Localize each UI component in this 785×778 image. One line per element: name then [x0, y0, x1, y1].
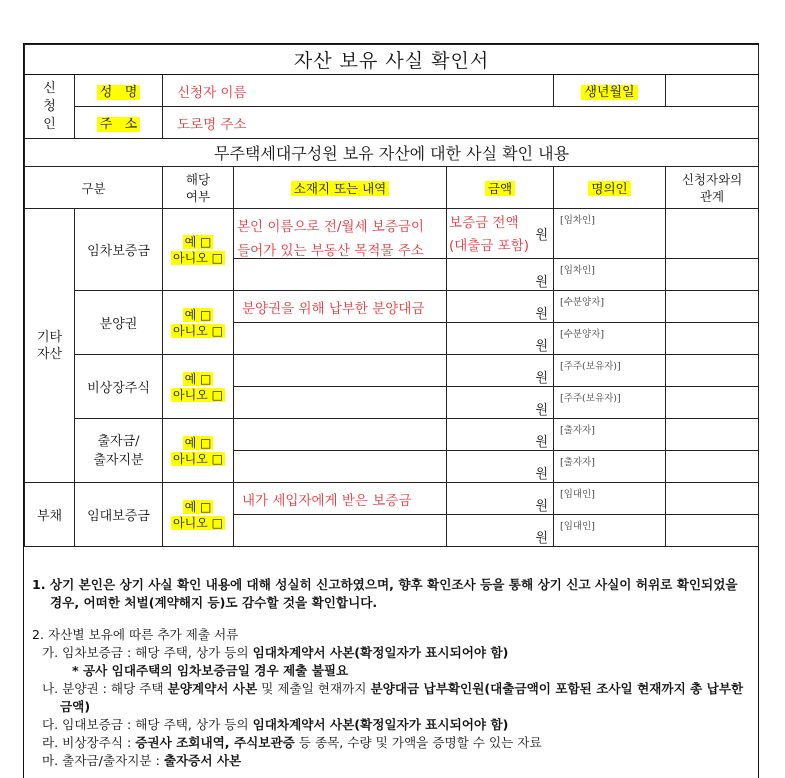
holder-stock-1[interactable]: [주주(보유자)] [554, 355, 666, 387]
yes-no-lease-deposit[interactable]: 예 □ 아니오 □ [163, 209, 234, 291]
note-na: 나. 분양권 : 해당 주택 분양계약서 사본 및 제출일 현재까지 분양대금 납부확인원(대출금액이 포함된 조사일 현재까지 총 납부한 금액) [42, 681, 744, 714]
applicant-section-label: 신 청 인 [25, 75, 75, 139]
amount-rental-1[interactable]: 원 [447, 483, 554, 515]
annotation-presale-desc: 분양권을 위해 납부한 분양대금 [242, 301, 425, 317]
relation-presale-1[interactable] [666, 291, 759, 323]
header-amount: 금액 [447, 167, 554, 209]
amount-stock-2[interactable]: 원 [447, 387, 554, 419]
amount-presale-2[interactable]: 원 [447, 323, 554, 355]
annotation-lease-amount: 보증금 전액 (대출금 포함) [449, 215, 530, 254]
yes-no-unlisted-stock[interactable]: 예 □ 아니오 □ [163, 355, 234, 419]
relation-lease-2[interactable] [666, 259, 759, 291]
relation-rental-2[interactable] [666, 515, 759, 547]
header-holder: 명의인 [554, 167, 666, 209]
annotation-lease-desc: 본인 이름으로 전/월세 보증금이 들어가 있는 부동산 목적물 주소 [237, 219, 424, 259]
page-title: 자산 보유 사실 확인서 [25, 45, 759, 75]
yes-no-presale[interactable]: 예 □ 아니오 □ [163, 291, 234, 355]
annotation-rental-desc: 내가 세입자에게 받은 보증금 [242, 493, 412, 509]
amount-rental-2[interactable]: 원 [447, 515, 554, 547]
header-applicable: 해당 여부 [163, 167, 234, 209]
address-field[interactable]: 도로명 주소 [163, 107, 759, 139]
section-subtitle: 무주택세대구성원 보유 자산에 대한 사실 확인 내용 [25, 139, 759, 167]
row-label-investment: 출자금/ 출자지분 [75, 419, 163, 483]
relation-rental-1[interactable] [666, 483, 759, 515]
relation-investment-1[interactable] [666, 419, 759, 451]
note-ma: 마. 출자금/출자지분 : 출자증서 사본 [42, 753, 242, 768]
relation-presale-2[interactable] [666, 323, 759, 355]
holder-rental-2[interactable]: [임대인] [554, 515, 666, 547]
relation-stock-2[interactable] [666, 387, 759, 419]
group-other-assets: 기타 자산 [25, 209, 75, 483]
relation-investment-2[interactable] [666, 451, 759, 483]
location-presale-2[interactable] [234, 323, 447, 355]
amount-lease-2[interactable]: 원 [447, 259, 554, 291]
form-table [24, 44, 759, 547]
holder-stock-2[interactable]: [주주(보유자)] [554, 387, 666, 419]
relation-lease-1[interactable] [666, 209, 759, 259]
amount-lease-1[interactable]: 보증금 전액 (대출금 포함) 원 [447, 209, 554, 259]
header-location: 소재지 또는 내역 [234, 167, 447, 209]
location-rental-1[interactable] [234, 483, 447, 515]
location-lease-2[interactable] [234, 259, 447, 291]
holder-rental-1[interactable]: [임대인] [554, 483, 666, 515]
notes-section [32, 576, 752, 770]
row-label-presale: 분양권 [75, 291, 163, 355]
note-1: 1. 상기 본인은 상기 사실 확인 내용에 대해 성실히 신고하였으며, 향후 확인조사 등을 통해 상기 신고 사실이 허위로 확인되었을 경우, 어떠한 처벌(계약해지 등)도 감수할 것을 확인합니다. [32, 577, 738, 610]
yes-no-rental-deposit[interactable]: 예 □ 아니오 □ [163, 483, 234, 547]
asset-confirmation-form [23, 43, 759, 778]
row-label-lease-deposit: 임차보증금 [75, 209, 163, 291]
amount-stock-1[interactable]: 원 [447, 355, 554, 387]
relation-stock-1[interactable] [666, 355, 759, 387]
location-stock-2[interactable] [234, 387, 447, 419]
note-2: 2. 자산별 보유에 따른 추가 제출 서류 [32, 627, 239, 642]
note-ra: 라. 비상장주식 : 증권사 조회내역, 주식보관증 등 종목, 수량 및 가액을 증명할 수 있는 자료 [42, 735, 542, 750]
note-da: 다. 임대보증금 : 해당 주택, 상가 등의 임대차계약서 사본(확정일자가 표시되어야 함) [42, 717, 509, 732]
row-label-unlisted-stock: 비상장주식 [75, 355, 163, 419]
yes-no-investment[interactable]: 예 □ 아니오 □ [163, 419, 234, 483]
holder-lease-1[interactable]: [임차인] [554, 209, 666, 259]
amount-presale-1[interactable]: 원 [447, 291, 554, 323]
location-rental-2[interactable] [234, 515, 447, 547]
location-investment-1[interactable] [234, 419, 447, 451]
note-ga: 가. 임차보증금 : 해당 주택, 상가 등의 임대차계약서 사본(확정일자가 표시되어야 함) [42, 645, 509, 660]
header-category: 구분 [25, 167, 163, 209]
row-label-rental-deposit: 임대보증금 [75, 483, 163, 547]
holder-lease-2[interactable]: [임차인] [554, 259, 666, 291]
location-lease-1[interactable] [234, 209, 447, 259]
name-field[interactable]: 신청자 이름 [163, 75, 554, 107]
holder-presale-2[interactable]: [수분양자] [554, 323, 666, 355]
location-presale-1[interactable] [234, 291, 447, 323]
holder-presale-1[interactable]: [수분양자] [554, 291, 666, 323]
group-liabilities: 부채 [25, 483, 75, 547]
birth-label: 생년월일 [554, 75, 666, 107]
holder-investment-2[interactable]: [출자자] [554, 451, 666, 483]
amount-investment-1[interactable]: 원 [447, 419, 554, 451]
birth-field[interactable] [666, 75, 759, 107]
name-label: 성 명 [75, 75, 163, 107]
address-label: 주 소 [75, 107, 163, 139]
location-stock-1[interactable] [234, 355, 447, 387]
location-investment-2[interactable] [234, 451, 447, 483]
header-relation: 신청자와의 관계 [666, 167, 759, 209]
holder-investment-1[interactable]: [출자자] [554, 419, 666, 451]
amount-investment-2[interactable]: 원 [447, 451, 554, 483]
note-ga-sub: * 공사 임대주택의 임차보증금일 경우 제출 불필요 [72, 663, 349, 678]
